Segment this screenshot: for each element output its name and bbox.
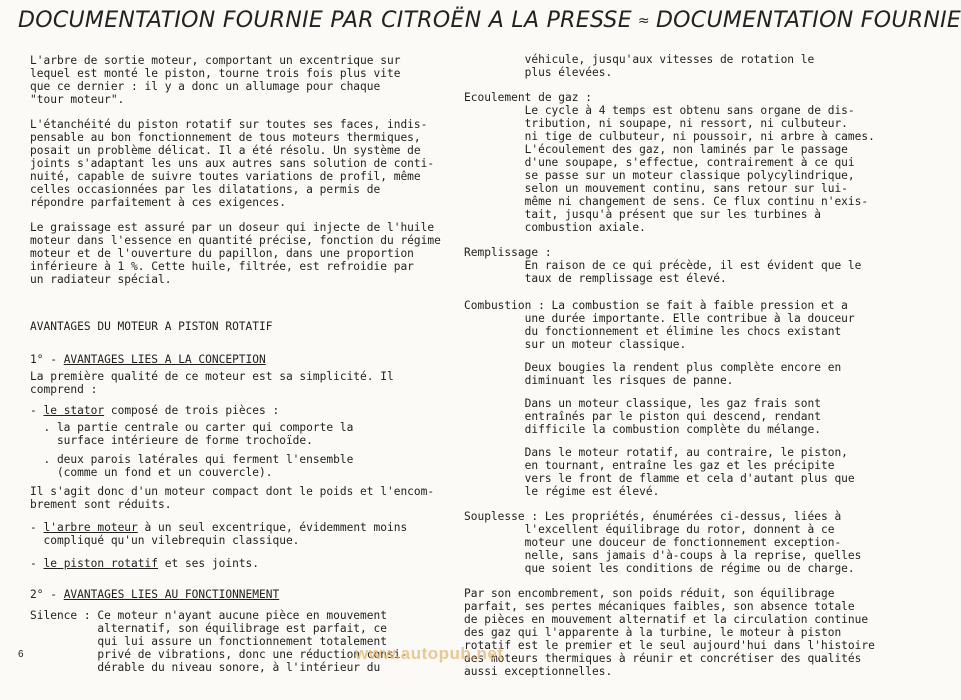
item-arbre-moteur <box>30 521 450 547</box>
subsection-1-number: 1° - <box>30 353 64 366</box>
subsection-2-heading <box>30 588 450 601</box>
para-compact: Il s'agit donc d'un moteur compact dont le poids et l'encom- brement sont réduits. <box>30 485 435 511</box>
item-stator <box>30 404 450 417</box>
para-combustion-1: Combustion : La combustion se fait à faible pression et a une durée importante. Elle contribue à la douceur du fonctionnement et élimine les chocs existant sur un moteur classique. <box>464 299 855 351</box>
header-right: DOCUMENTATION FOURNIE <box>655 8 961 33</box>
para-remplissage: En raison de ce qui précède, il est évident que le taux de remplissage est élevé. <box>524 259 862 285</box>
label-ecoulement: Ecoulement de gaz : <box>464 91 592 104</box>
item-piston-rotatif <box>30 557 450 570</box>
left-column <box>30 54 450 674</box>
para-vehicule-cont: véhicule, jusqu'aux vitesses de rotation le plus élevées. <box>524 53 815 79</box>
para-combustion-4: Dans le moteur rotatif, au contraire, le piston, en tournant, entraîne les gaz et les précipite vers le front de flamme et cela d'autant plus que le régime est élevé. <box>524 446 855 498</box>
item-piston-term: le piston rotatif <box>43 557 158 570</box>
stator-subitem-carter: . la partie centrale ou carter qui comporte la surface intérieure de forme trochoïde. <box>43 421 354 447</box>
subsection-2-title: AVANTAGES LIES AU FONCTIONNEMENT <box>63 588 280 601</box>
para-graissage: Le graissage est assuré par un doseur qui injecte de l'huile moteur dans l'essence en quantité précise, fonction du régime moteur et de l'ouverture du papillon, dans une proportion inférieure à 1 %. Cette huile, filtrée, est refroidie par un radiateur spécial. <box>30 221 441 286</box>
stator-subitem-parois: . deux parois latérales qui ferment l'ensemble (comme un fond et un couvercle). <box>43 453 354 479</box>
item-piston-dash: - <box>30 557 44 570</box>
para-conclusion: Par son encombrement, son poids réduit, son équilibrage parfait, ses pertes mécaniques faibles, son absence totale de pièces en mouvement alternatif et la circulation continue des gaz qui l'apparente à la turbine, le moteur à piston rotatif est le premier et le seul aujourd'hui dans l'histoire des moteurs thermiques à réunir et concrétiser des qualités aussi exceptionnelles. <box>464 587 875 678</box>
para-souplesse: Souplesse : Les propriétés, énumérées ci-dessus, liées à l'excellent équilibrage du rotor, donnent à ce moteur une douceur de fonctionnement exception- nelle, sans jamais d'à-coups à la reprise, quelles que soient les conditions de régime ou de charge. <box>464 510 862 575</box>
header-separator: ≈ <box>637 13 650 29</box>
item-piston-rest: et ses joints. <box>158 557 260 570</box>
header-left: DOCUMENTATION FOURNIE PAR CITROËN A LA PRESSE <box>18 8 632 33</box>
item-arbre-term: l'arbre moteur <box>43 521 138 534</box>
para-etancheite: L'étanchéité du piston rotatif sur toutes ses faces, indis- pensable au bon fonctionnement de tous moteurs thermiques, posait un problème délicat. Il a été résolu. Un système de joints s'adaptant les uns aux autres sans solution de conti- nuité, capable de suivre toutes variations de profil, même celles occasionnées par les dilatations, a permis de répondre parfaitement à ces exigences. <box>30 118 435 209</box>
item-stator-term: le stator <box>43 404 105 417</box>
page-header <box>18 8 961 33</box>
subsection-1-title: AVANTAGES LIES A LA CONCEPTION <box>63 353 266 366</box>
item-arbre-dash: - <box>30 521 44 534</box>
para-ecoulement: Le cycle à 4 temps est obtenu sans organe de dis- tribution, ni soupape, ni ressort, ni culbuteur. ni tige de culbuteur, ni poussoir, ni arbre à cames. L'écoulement des gaz, non laminés par le passage d'une soupape, s'effectue, contrairement à ce qui se passe sur un moteur classique polycylindrique, selon un mouvement continu, sans retour sur lui- même ni changement de sens. Ce flux continu n'exis- tait, jusqu'à présent que sur les turbines à combustion axiale. <box>524 104 875 234</box>
subsection-1-heading <box>30 353 450 366</box>
section-title: AVANTAGES DU MOTEUR A PISTON ROTATIF <box>30 320 273 333</box>
item-arbre-rest: à un seul excentrique, évidemment moins compliqué qu'un vilebrequin classique. <box>43 521 408 547</box>
para-arbre-sortie: L'arbre de sortie moteur, comportant un excentrique sur lequel est monté le piston, tourne trois fois plus vite que ce dernier : il y a donc un allumage pour chaque "tour moteur". <box>30 54 401 106</box>
right-column <box>464 53 884 678</box>
page-number: 6 <box>18 649 24 660</box>
item-stator-rest: composé de trois pièces : <box>104 404 280 417</box>
para-combustion-3: Dans un moteur classique, les gaz frais sont entraînés par le piston qui descend, rendant difficile la combustion complète du mélange. <box>524 397 821 436</box>
subsection-2-number: 2° - <box>30 588 64 601</box>
label-remplissage: Remplissage : <box>464 246 552 259</box>
para-simplicite: La première qualité de ce moteur est sa simplicité. Il comprend : <box>30 370 394 396</box>
watermark: www.autopub.net <box>355 644 504 663</box>
item-stator-dash: - <box>30 404 44 417</box>
para-combustion-2: Deux bougies la rendent plus complète encore en diminuant les risques de panne. <box>524 361 842 387</box>
para-silence: Silence : Ce moteur n'ayant aucune pièce en mouvement alternatif, son équilibrage est parfait, ce qui lui assure un fonctionnement totalement privé de vibrations, donc une réduction consi- dérable du niveau sonore, à l'intérieur du <box>30 609 408 674</box>
